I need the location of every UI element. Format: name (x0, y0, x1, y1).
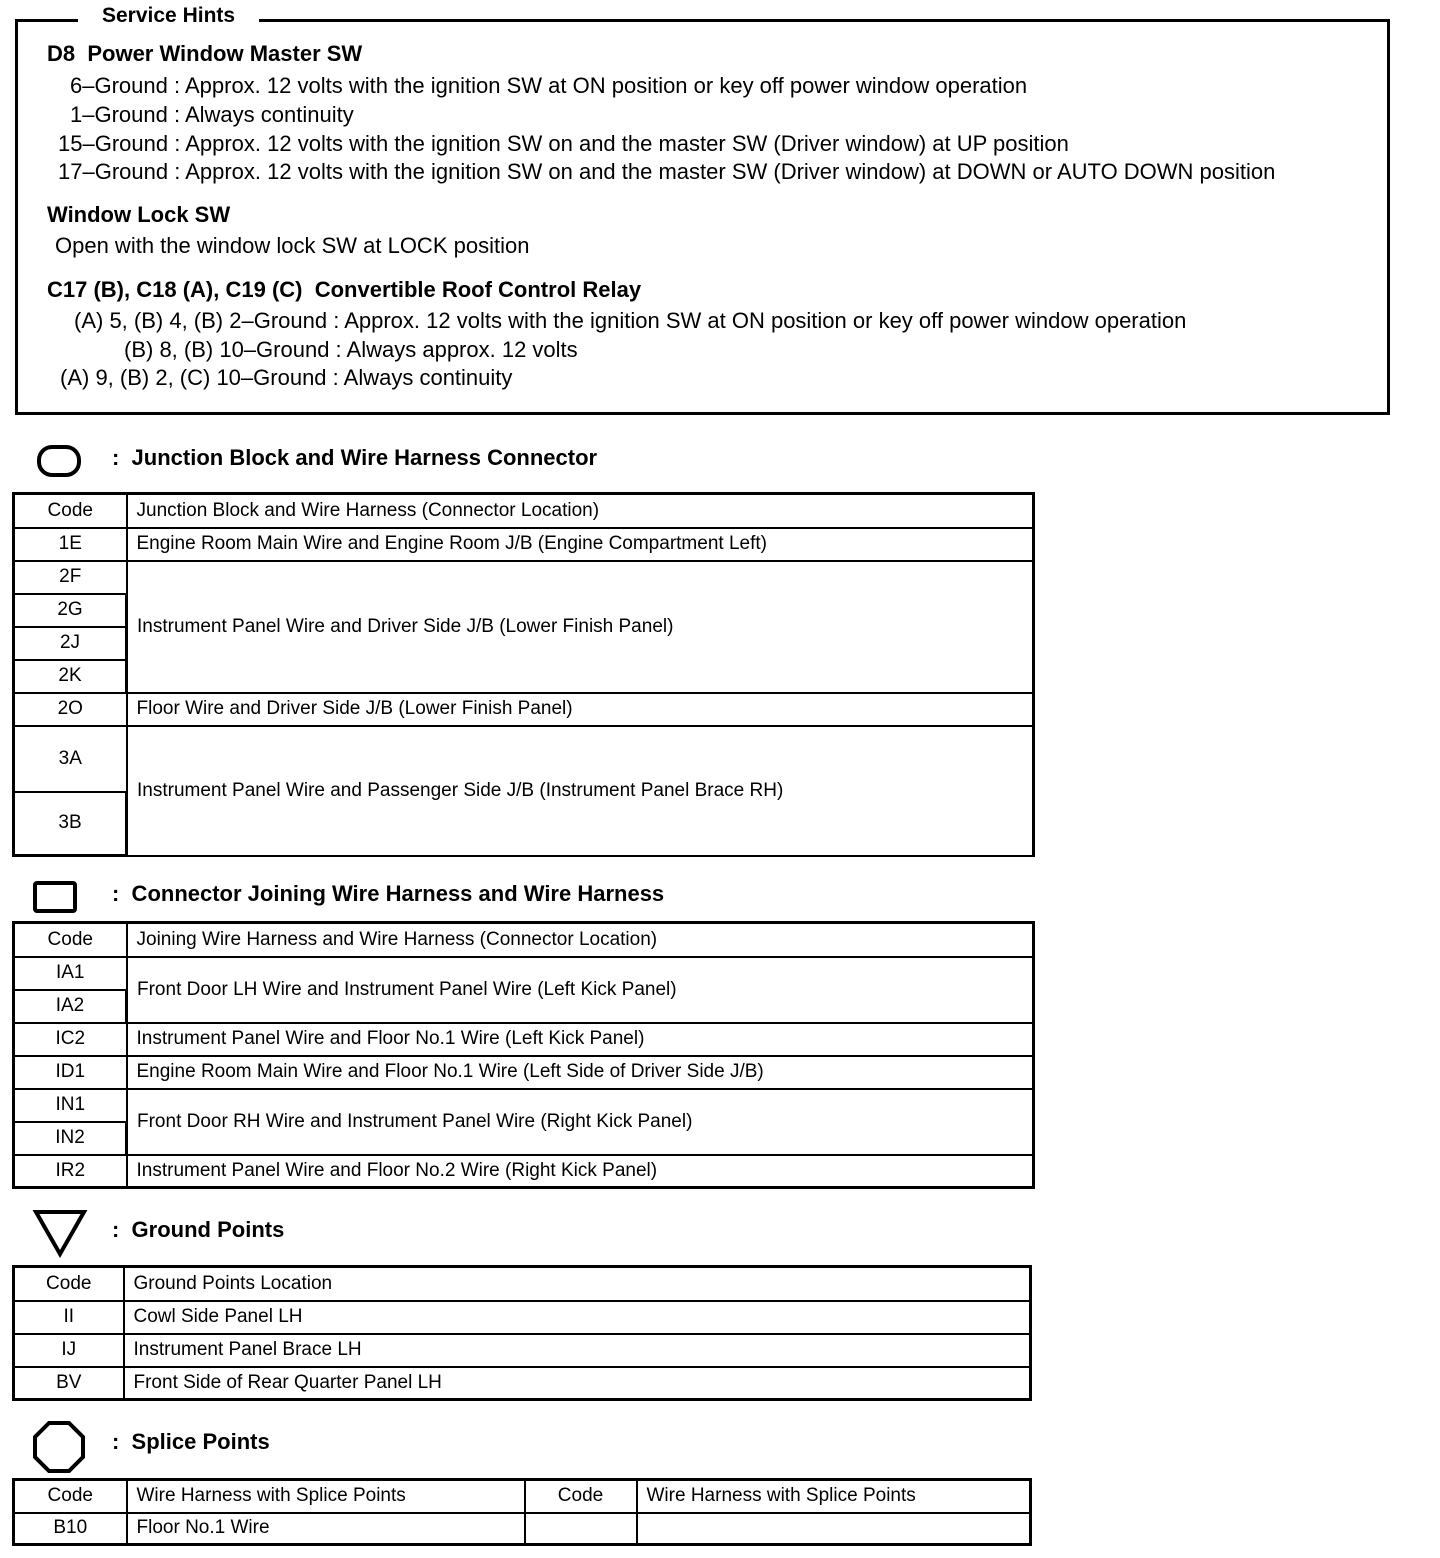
location-cell: Floor Wire and Driver Side J/B (Lower Finish Panel) (127, 693, 1034, 726)
code-cell (525, 1513, 637, 1545)
location-cell: Front Door RH Wire and Instrument Panel Wire (Right Kick Panel) (127, 1089, 1034, 1155)
table-row (14, 1367, 1031, 1400)
table-row (14, 1334, 1031, 1367)
code-cell: IR2 (14, 1155, 127, 1188)
location-cell: Instrument Panel Wire and Floor No.2 Wire (Right Kick Panel) (127, 1155, 1034, 1188)
relay-heading: C17 (B), C18 (A), C19 (C) Convertible Roof Control Relay (47, 277, 642, 302)
harness-cell: Floor No.1 Wire (127, 1513, 525, 1545)
ground-points-section-label: : Ground Points (112, 1217, 285, 1242)
header-code: Code (14, 494, 127, 528)
connector-joining-section-label: : Connector Joining Wire Harness and Wire Harness (112, 881, 665, 906)
d8-line: 15–Ground : Approx. 12 volts with the ignition SW on and the master SW (Driver window) at UP position (58, 131, 1069, 156)
header-code: Code (14, 1480, 127, 1513)
triangle-icon (32, 1208, 88, 1258)
splice-points-section-label: : Splice Points (112, 1429, 270, 1454)
code-cell: BV (14, 1367, 124, 1400)
table-row (14, 957, 1034, 990)
table-header-row (14, 494, 1034, 528)
code-cell: 2F (14, 561, 127, 594)
code-cell: II (14, 1301, 124, 1334)
location-cell: Engine Room Main Wire and Engine Room J/B (Engine Compartment Left) (127, 528, 1034, 561)
splice-points-table (12, 1478, 1032, 1546)
code-cell: IN2 (14, 1122, 127, 1155)
code-cell: IA1 (14, 957, 127, 990)
table-row (14, 528, 1034, 561)
service-hints-title: Service Hints (78, 4, 259, 28)
rectangle-icon (32, 880, 78, 914)
connector-joining-table (12, 921, 1035, 1189)
code-cell: IJ (14, 1334, 124, 1367)
location-cell: Instrument Panel Brace LH (124, 1334, 1031, 1367)
location-cell: Front Door LH Wire and Instrument Panel Wire (Left Kick Panel) (127, 957, 1034, 1023)
location-cell: Cowl Side Panel LH (124, 1301, 1031, 1334)
location-cell: Instrument Panel Wire and Passenger Side J/B (Instrument Panel Brace RH) (127, 726, 1034, 856)
table-row (14, 561, 1034, 594)
table-row (14, 1301, 1031, 1334)
ground-points-section-header (0, 1206, 1100, 1256)
d8-line: 1–Ground : Always continuity (70, 102, 354, 127)
header-location: Ground Points Location (124, 1267, 1031, 1301)
location-cell: Instrument Panel Wire and Driver Side J/B (Lower Finish Panel) (127, 561, 1034, 693)
relay-line: (A) 5, (B) 4, (B) 2–Ground : Approx. 12 volts with the ignition SW at ON position or key off power window operation (74, 308, 1187, 333)
junction-block-section-label: : Junction Block and Wire Harness Connector (112, 445, 598, 470)
table-row (14, 693, 1034, 726)
header-code: Code (14, 1267, 124, 1301)
window-lock-heading: Window Lock SW (47, 202, 231, 227)
location-cell: Front Side of Rear Quarter Panel LH (124, 1367, 1031, 1400)
d8-heading: D8 Power Window Master SW (47, 41, 363, 66)
code-cell: 2O (14, 693, 127, 726)
code-cell: 3B (14, 792, 127, 856)
d8-line: 6–Ground : Approx. 12 volts with the ignition SW at ON position or key off power window operation (70, 73, 1028, 98)
splice-points-section-header (0, 1418, 1100, 1468)
header-code: Code (525, 1480, 637, 1513)
table-row (14, 1155, 1034, 1188)
window-lock-line: Open with the window lock SW at LOCK position (55, 233, 530, 258)
rounded-rectangle-icon (36, 444, 82, 478)
table-header-row (14, 1267, 1031, 1301)
table-row (14, 1089, 1034, 1122)
code-cell: 3A (14, 726, 127, 792)
junction-block-section-header (0, 436, 1100, 486)
code-cell: IN1 (14, 1089, 127, 1122)
code-cell: 2K (14, 660, 127, 693)
code-cell: 1E (14, 528, 127, 561)
relay-line: (B) 8, (B) 10–Ground : Always approx. 12 volts (124, 337, 578, 362)
header-harness: Wire Harness with Splice Points (637, 1480, 1031, 1513)
table-row (14, 1056, 1034, 1089)
table-row (14, 1023, 1034, 1056)
code-cell: 2J (14, 627, 127, 660)
location-cell: Engine Room Main Wire and Floor No.1 Wire (Left Side of Driver Side J/B) (127, 1056, 1034, 1089)
table-row (14, 726, 1034, 792)
junction-block-table (12, 492, 1035, 857)
table-header-row (14, 1480, 1031, 1513)
connector-joining-section-header (0, 872, 1100, 922)
header-harness: Wire Harness with Splice Points (127, 1480, 525, 1513)
table-header-row (14, 923, 1034, 957)
d8-line: 17–Ground : Approx. 12 volts with the ignition SW on and the master SW (Driver window) at DOWN or AUTO DOWN position (58, 159, 1276, 184)
code-cell: ID1 (14, 1056, 127, 1089)
location-cell: Instrument Panel Wire and Floor No.1 Wire (Left Kick Panel) (127, 1023, 1034, 1056)
code-cell: IC2 (14, 1023, 127, 1056)
header-location: Joining Wire Harness and Wire Harness (Connector Location) (127, 923, 1034, 957)
relay-line: (A) 9, (B) 2, (C) 10–Ground : Always continuity (60, 365, 513, 390)
harness-cell (637, 1513, 1031, 1545)
ground-points-table (12, 1265, 1032, 1401)
table-row (14, 1513, 1031, 1545)
octagon-icon (32, 1420, 86, 1474)
code-cell: 2G (14, 594, 127, 627)
header-code: Code (14, 923, 127, 957)
code-cell: B10 (14, 1513, 127, 1545)
code-cell: IA2 (14, 990, 127, 1023)
header-location: Junction Block and Wire Harness (Connector Location) (127, 494, 1034, 528)
